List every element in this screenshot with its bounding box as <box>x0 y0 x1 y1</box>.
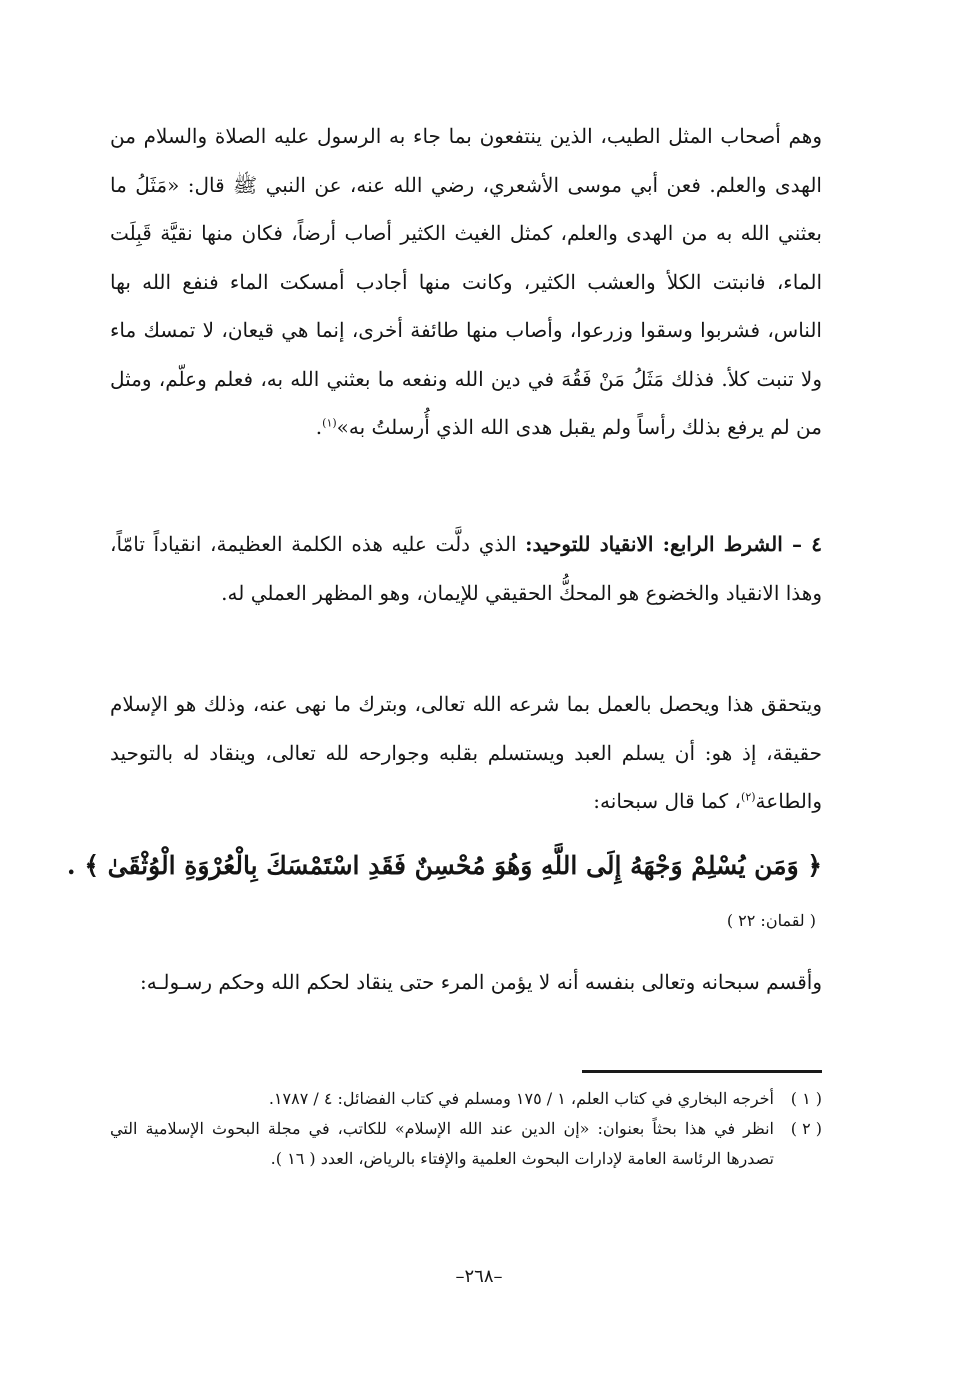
page-number: –٢٦٨– <box>455 1266 503 1287</box>
footnote-number: ( ٢ ) <box>790 1119 822 1138</box>
footnote-number: ( ١ ) <box>790 1089 822 1108</box>
paragraph-fourth-condition <box>110 520 822 617</box>
section-heading: ٤ – الشرط الرابع: الانقياد للتوحيد: <box>525 532 822 556</box>
quran-verse: ﴿ وَمَن يُسْلِمْ وَجْهَهُ إِلَى اللَّهِ وَهُوَ مُحْسِنٌ فَقَدِ اسْتَمْسَكَ بِالْعُرْوَةِ الْوُثْقَىٰ ﴾ . <box>66 851 822 880</box>
footnote-divider <box>582 1070 822 1073</box>
footnote-marker[interactable]: (٢) <box>741 790 756 804</box>
paragraph-text: وأقسم سبحانه وتعالى بنفسه أنه لا يؤمن المرء حتى ينقاد لحكم الله وحكم رسـولـه: <box>140 970 822 994</box>
paragraph-end: ، كما قال سبحانه: <box>593 789 742 813</box>
paragraph-text: وهم أصحاب المثل الطيب، الذين ينتفعون بما جاء به الرسول عليه الصلاة والسلام من الهدى والعلم. فعن أبي موسى الأشعري، رضي الله عنه، عن النبي ﷺ قال: «مَثَلُ ما بعثني الله به من الهدى والعلم، كمثل الغيث الكثير أصاب أرضاً، فكان منها نقيَّة قَبِلَت الماء، فانبتت الكلأ والعشب الكثير، وكانت منها أجادب أمسكت الماء فنفع الله بها الناس، فشربوا وسقوا وزرعوا، وأصاب منها طائفة أخرى، إنما هي قيعان، لا تمسك ماء ولا تنبت كلأ. فذلك مَثَلُ مَنْ فَقُهَ في دين الله ونفعه ما بعثني الله به، فعلم وعلّم، ومثل من لم يرفع بذلك رأساً ولم يقبل هدى الله الذي أُرسلتُ به» <box>110 124 822 439</box>
paragraph-islam-definition <box>110 680 822 826</box>
verse-reference: ( لقمان: ٢٢ ) <box>726 911 816 930</box>
footnote-text: انظر في هذا بحثاً بعنوان: «إن الدين عند الله الإسلام» للكاتب، في مجلة البحوث الإسلامية التي تصدرها الرئاسة العامة لإدارات البحوث العلمية والإفتاء بالرياض، العدد ( ١٦ ). <box>110 1119 774 1168</box>
footnote-text: أخرجه البخاري في كتاب العلم، ١ / ١٧٥ ومسلم في كتاب الفضائل: ٤ / ١٧٨٧. <box>268 1089 774 1108</box>
paragraph-end: . <box>315 415 323 439</box>
paragraph-text: الذي دلَّت عليه هذه الكلمة العظيمة، انقياداً تامّاً، وهذا الانقياد والخضوع هو المحكُّ الحقيقي للإيمان، وهو المظهر العملي له. <box>110 532 822 605</box>
footnote-marker[interactable]: (١) <box>322 416 337 430</box>
paragraph-hadith <box>110 112 822 452</box>
paragraph-text: ويتحقق هذا ويحصل بالعمل بما شرعه الله تعالى، وبترك ما نهى عنه، وذلك هو الإسلام حقيقة، إذ هو: أن يسلم العبد ويستسلم بقلبه وجوارحه لله تعالى، وينقاد له بالتوحيد والطاعة <box>110 692 822 813</box>
footnotes-section <box>110 1084 822 1174</box>
paragraph-oath <box>110 958 822 1007</box>
footnote-item <box>110 1114 822 1174</box>
footnote-item <box>110 1084 822 1114</box>
